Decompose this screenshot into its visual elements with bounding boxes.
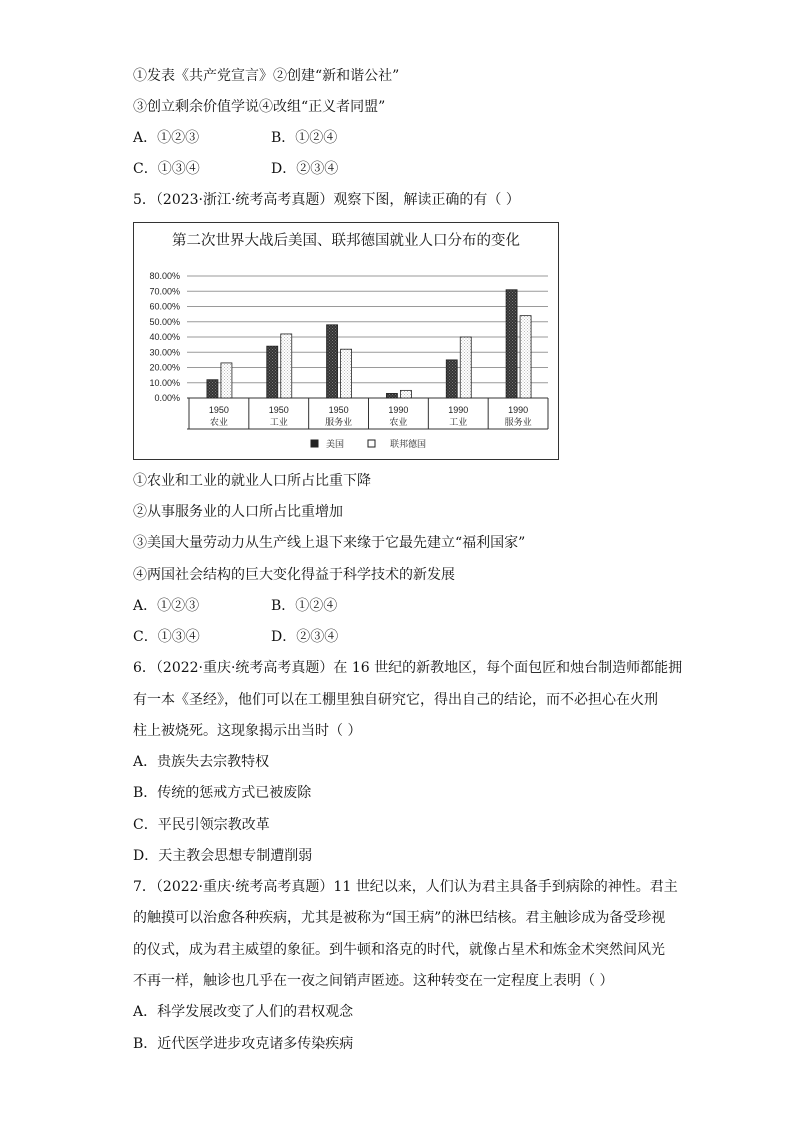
q4-statement-line-2: ③创立剩余价值学说④改组“正义者同盟” bbox=[133, 99, 386, 115]
legend-swatch-usa bbox=[311, 440, 318, 447]
q6-option-c: C．平民引领宗教改革 bbox=[133, 817, 270, 833]
bar-west-germany bbox=[400, 390, 411, 398]
category-sector-label: 农业 bbox=[389, 417, 408, 427]
q6-option-d: D．天主教会思想专制遭削弱 bbox=[133, 848, 313, 864]
chart-canvas bbox=[134, 223, 558, 459]
y-tick-label: 40.00% bbox=[149, 332, 180, 342]
category-year-label: 1990 bbox=[508, 405, 529, 415]
category-year-label: 1990 bbox=[448, 405, 469, 415]
q6-stem-line-3: 柱上被烧死。这现象揭示出当时（ ） bbox=[133, 723, 362, 739]
y-tick-label: 30.00% bbox=[149, 347, 180, 358]
category-year-label: 1990 bbox=[388, 405, 409, 415]
y-tick-label: 20.00% bbox=[149, 362, 180, 373]
q6-option-a: A．贵族失去宗教特权 bbox=[133, 754, 270, 770]
bar-west-germany bbox=[520, 316, 531, 398]
q5-option-c: C．①③④ bbox=[133, 629, 200, 645]
category-sector-label: 服务业 bbox=[504, 417, 532, 427]
y-tick-label: 70.00% bbox=[149, 286, 180, 297]
bar-west-germany bbox=[221, 363, 232, 398]
bar-west-germany bbox=[341, 349, 352, 398]
y-tick-label: 10.00% bbox=[149, 377, 180, 388]
category-sector-label: 服务业 bbox=[325, 417, 353, 427]
category-sector-label: 工业 bbox=[449, 417, 468, 427]
y-tick-label: 80.00% bbox=[149, 271, 180, 281]
category-year-label: 1950 bbox=[328, 405, 349, 415]
bar-west-germany bbox=[460, 337, 471, 398]
q5-item-2: ②从事服务业的人口所占比重增加 bbox=[133, 504, 343, 520]
q7-stem-line-2: 的触摸可以治愈各种疾病，尤其是被称为“国王病”的淋巴结核。君主触诊成为备受珍视 bbox=[133, 910, 666, 926]
bar-west-germany bbox=[281, 334, 292, 398]
y-tick-label: 60.00% bbox=[149, 301, 180, 312]
q5-stem: 5．（2023·浙江·统考高考真题）观察下图，解读正确的有（ ） bbox=[133, 192, 520, 208]
q6-stem-line-2: 有一本《圣经》，他们可以在工棚里独自研究它，得出自己的结论，而不必担心在火刑 bbox=[133, 692, 658, 708]
q4-option-b: B．①②④ bbox=[271, 130, 338, 146]
q5-option-d: D．②③④ bbox=[271, 629, 339, 645]
q5-item-4: ④两国社会结构的巨大变化得益于科学技术的新发展 bbox=[133, 567, 455, 583]
category-year-label: 1950 bbox=[268, 405, 289, 415]
q4-option-c: C．①③④ bbox=[133, 161, 200, 177]
bar-usa bbox=[386, 393, 397, 398]
bar-usa bbox=[207, 380, 218, 398]
q6-stem-line-1: 6．（2022·重庆·统考高考真题）在 16 世纪的新教地区，每个面包匠和烛台制造师都能拥 bbox=[133, 660, 683, 676]
bar-usa bbox=[506, 290, 517, 398]
employment-chart bbox=[133, 222, 559, 460]
y-tick-label: 50.00% bbox=[149, 316, 180, 327]
q7-stem-line-1: 7．（2022·重庆·统考高考真题）11 世纪以来，人们认为君主具备手到病除的神性。君主 bbox=[133, 879, 678, 895]
chart-title: 第二次世界大战后美国、联邦德国就业人口分布的变化 bbox=[172, 233, 520, 249]
bar-usa bbox=[446, 360, 457, 398]
q5-item-3: ③美国大量劳动力从生产线上退下来缘于它最先建立“福利国家” bbox=[133, 535, 526, 551]
q4-statement-line-1: ①发表《共产党宣言》②创建“新和谐公社” bbox=[133, 68, 400, 84]
y-tick-label: 0.00% bbox=[154, 393, 180, 403]
category-sector-label: 工业 bbox=[269, 417, 288, 427]
legend-swatch-west-germany bbox=[368, 440, 375, 447]
q5-option-a: A．①②③ bbox=[133, 598, 200, 614]
category-sector-label: 农业 bbox=[209, 417, 228, 427]
q7-stem-line-4: 不再一样，触诊也几乎在一夜之间销声匿迹。这种转变在一定程度上表明（ ） bbox=[133, 973, 614, 989]
legend-label-usa: 美国 bbox=[326, 439, 345, 449]
q7-option-a: A．科学发展改变了人们的君权观念 bbox=[133, 1004, 354, 1020]
bar-usa bbox=[267, 346, 278, 398]
q7-stem-line-3: 的仪式，成为君主威望的象征。到牛顿和洛克的时代，就像占星术和炼金术突然间风光 bbox=[133, 942, 665, 958]
q7-option-b: B．近代医学进步攻克诸多传染疾病 bbox=[133, 1036, 354, 1052]
category-year-label: 1950 bbox=[208, 405, 229, 415]
q6-option-b: B．传统的惩戒方式已被废除 bbox=[133, 785, 312, 801]
legend-label-west-germany: 联邦德国 bbox=[390, 439, 427, 449]
q4-option-d: D．②③④ bbox=[271, 161, 339, 177]
q4-option-a: A．①②③ bbox=[133, 130, 200, 146]
q5-option-b: B．①②④ bbox=[271, 598, 338, 614]
q5-item-1: ①农业和工业的就业人口所占比重下降 bbox=[133, 473, 371, 489]
bar-usa bbox=[327, 325, 338, 398]
